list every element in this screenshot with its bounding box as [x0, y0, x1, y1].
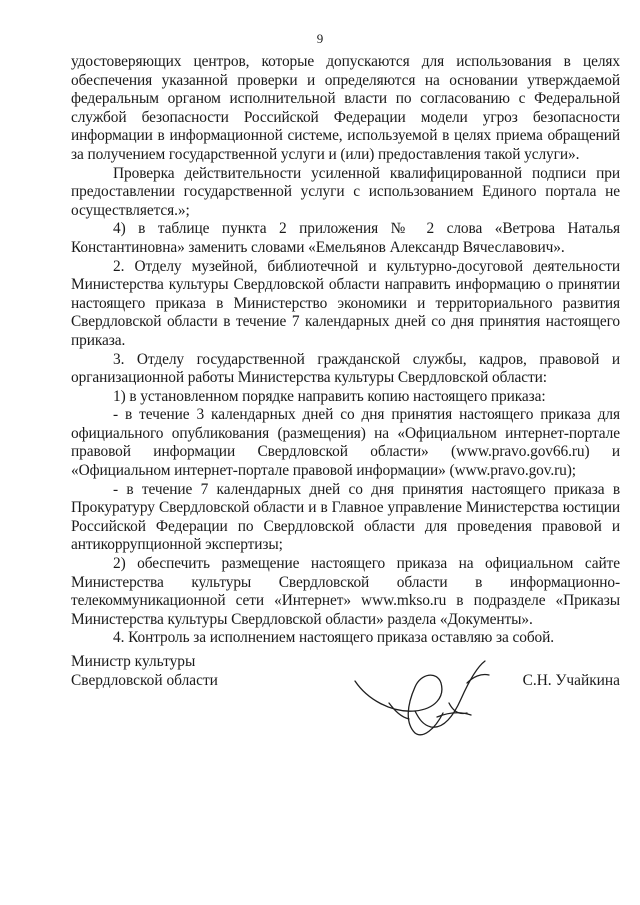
- handwritten-signature: [349, 653, 499, 743]
- signature-block: [71, 653, 620, 743]
- paragraph-clause-3-item-2: 2) обеспечить размещение настоящего приказа на официальном сайте Министерства культуры Свердловской области в информационно-телекоммуникационной сети «Интернет» www.mkso.ru в подразделе «Приказы Министерства культуры Свердловской области» раздела «Документы».: [71, 555, 620, 628]
- signer-title-line-2: Свердловской области: [71, 671, 218, 689]
- page-number: 9: [316, 31, 324, 46]
- signer-name: С.Н. Учайкина: [522, 671, 620, 689]
- paragraph-clause-2: 2. Отделу музейной, библиотечной и культурно-досуговой деятельности Министерства культуры Свердловской области направить информацию о принятии настоящего приказа в Министерство экономики и территориального развития Свердловской области в течение 7 календарных дней со дня принятия настоящего приказа.: [71, 257, 620, 349]
- paragraph-item-4-table-change: 4) в таблице пункта 2 приложения № 2 слова «Ветрова Наталья Константиновна» заменить словами «Емельянов Александр Вячеславович».: [71, 220, 620, 256]
- signer-title-line-1: Министр культуры: [71, 653, 196, 670]
- paragraph-continuation: удостоверяющих центров, которые допускаются для использования в целях обеспечения указанной проверки и определяются на основании утверждаемой федеральным органом исполнительной власти по согласованию с Федеральной службой безопасности Российской Федерации модели угроз безопасности информации в информационной системе, используемой в целях приема обращений за получением государственной услуги и (или) предоставления такой услуги».: [71, 53, 620, 163]
- document-body: [71, 53, 620, 648]
- paragraph-clause-4: 4. Контроль за исполнением настоящего приказа оставляю за собой.: [113, 629, 555, 647]
- paragraph-signature-check: Проверка действительности усиленной квалифицированной подписи при предоставлении государственной услуги с использованием Единого портала не осуществляется.»;: [71, 164, 620, 219]
- paragraph-clause-3: 3. Отделу государственной гражданской службы, кадров, правовой и организационной работы Министерства культуры Свердловской области:: [71, 350, 620, 387]
- paragraph-publication-bullet: - в течение 3 календарных дней со дня принятия настоящего приказа для официального опубликования (размещения) на «Официальном интернет-портале правовой информации Свердловской области» (www.pravo.gov66.ru) и «Официальном интернет-портале правовой информации» (www.pravo.gov.ru);: [71, 406, 620, 480]
- paragraph-prosecutor-bullet: - в течение 7 календарных дней со дня принятия настоящего приказа в Прокуратуру Свердловской области и в Главное управление Министерства юстиции Российской Федерации по Свердловской области для проведения правовой и антикоррупционной экспертизы;: [71, 480, 620, 554]
- paragraph-clause-3-item-1: 1) в установленном порядке направить копию настоящего приказа:: [113, 387, 546, 405]
